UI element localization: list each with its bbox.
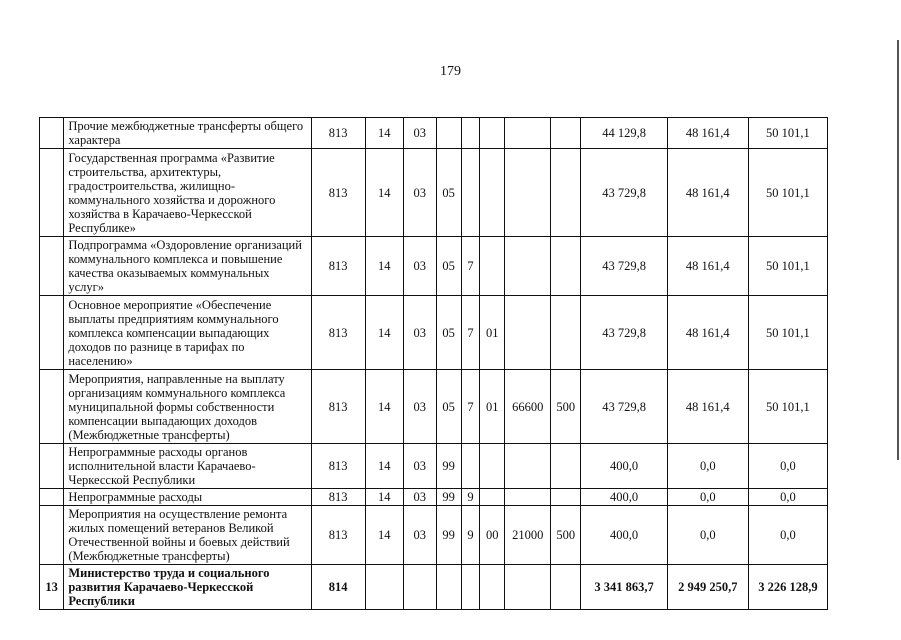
program-code-cell: 05 bbox=[436, 149, 461, 237]
amount-year2-cell: 0,0 bbox=[667, 506, 748, 565]
section-code-cell bbox=[365, 565, 404, 610]
amount-year2-cell: 2 949 250,7 bbox=[667, 565, 748, 610]
amount-year1-cell: 400,0 bbox=[581, 444, 667, 489]
measure-code-cell bbox=[480, 444, 505, 489]
table-row bbox=[40, 296, 828, 370]
amount-year3-cell: 0,0 bbox=[748, 444, 827, 489]
subprogram-code-cell bbox=[461, 565, 479, 610]
measure-code-cell bbox=[480, 118, 505, 149]
amount-year1-cell: 400,0 bbox=[581, 489, 667, 506]
item-name-cell: Непрограммные расходы bbox=[64, 489, 311, 506]
table-row bbox=[40, 237, 828, 296]
amount-year1-cell: 43 729,8 bbox=[581, 149, 667, 237]
expense-type-cell bbox=[551, 237, 581, 296]
row-number-cell bbox=[40, 489, 64, 506]
subsection-code-cell bbox=[404, 565, 436, 610]
section-code-cell: 14 bbox=[365, 149, 404, 237]
amount-year3-cell: 50 101,1 bbox=[748, 149, 827, 237]
section-code-cell: 14 bbox=[365, 296, 404, 370]
section-code-cell: 14 bbox=[365, 370, 404, 444]
program-code-cell: 05 bbox=[436, 237, 461, 296]
ministry-code-cell: 813 bbox=[311, 118, 365, 149]
direction-code-cell: 66600 bbox=[505, 370, 551, 444]
amount-year2-cell: 0,0 bbox=[667, 444, 748, 489]
direction-code-cell bbox=[505, 444, 551, 489]
section-code-cell: 14 bbox=[365, 118, 404, 149]
amount-year3-cell: 50 101,1 bbox=[748, 296, 827, 370]
amount-year1-cell: 43 729,8 bbox=[581, 296, 667, 370]
table-row bbox=[40, 565, 828, 610]
subsection-code-cell: 03 bbox=[404, 149, 436, 237]
direction-code-cell bbox=[505, 489, 551, 506]
amount-year3-cell: 50 101,1 bbox=[748, 370, 827, 444]
direction-code-cell bbox=[505, 149, 551, 237]
measure-code-cell bbox=[480, 237, 505, 296]
expense-type-cell: 500 bbox=[551, 370, 581, 444]
row-number-cell bbox=[40, 506, 64, 565]
item-name-cell: Непрограммные расходы органов исполнительной власти Карачаево-Черкесской Республики bbox=[64, 444, 311, 489]
program-code-cell: 99 bbox=[436, 506, 461, 565]
section-code-cell: 14 bbox=[365, 444, 404, 489]
row-number-cell bbox=[40, 237, 64, 296]
measure-code-cell bbox=[480, 149, 505, 237]
table-body bbox=[40, 118, 828, 610]
amount-year1-cell: 43 729,8 bbox=[581, 237, 667, 296]
item-name-cell: Основное мероприятие «Обеспечение выплаты предприятиям коммунального комплекса компенсации выпадающих доходов по разнице в тарифах по населению» bbox=[64, 296, 311, 370]
direction-code-cell bbox=[505, 118, 551, 149]
measure-code-cell: 01 bbox=[480, 296, 505, 370]
amount-year1-cell: 43 729,8 bbox=[581, 370, 667, 444]
program-code-cell: 99 bbox=[436, 489, 461, 506]
measure-code-cell bbox=[480, 565, 505, 610]
table-row bbox=[40, 489, 828, 506]
row-number-cell: 13 bbox=[40, 565, 64, 610]
subprogram-code-cell bbox=[461, 149, 479, 237]
ministry-code-cell: 813 bbox=[311, 444, 365, 489]
program-code-cell: 99 bbox=[436, 444, 461, 489]
section-code-cell: 14 bbox=[365, 237, 404, 296]
measure-code-cell: 00 bbox=[480, 506, 505, 565]
item-name-cell: Прочие межбюджетные трансферты общего характера bbox=[64, 118, 311, 149]
ministry-code-cell: 813 bbox=[311, 237, 365, 296]
subprogram-code-cell: 7 bbox=[461, 296, 479, 370]
subsection-code-cell: 03 bbox=[404, 118, 436, 149]
subprogram-code-cell: 7 bbox=[461, 237, 479, 296]
expense-type-cell bbox=[551, 444, 581, 489]
program-code-cell bbox=[436, 565, 461, 610]
amount-year1-cell: 400,0 bbox=[581, 506, 667, 565]
amount-year3-cell: 0,0 bbox=[748, 489, 827, 506]
page-number: 179 bbox=[440, 64, 461, 79]
row-number-cell bbox=[40, 370, 64, 444]
budget-table bbox=[39, 117, 828, 610]
program-code-cell bbox=[436, 118, 461, 149]
item-name-cell: Мероприятия на осуществление ремонта жилых помещений ветеранов Великой Отечественной войны и боевых действий (Межбюджетные трансферты) bbox=[64, 506, 311, 565]
row-number-cell bbox=[40, 149, 64, 237]
amount-year2-cell: 48 161,4 bbox=[667, 370, 748, 444]
program-code-cell: 05 bbox=[436, 370, 461, 444]
subsection-code-cell: 03 bbox=[404, 237, 436, 296]
row-number-cell bbox=[40, 118, 64, 149]
item-name-cell: Мероприятия, направленные на выплату организациям коммунального комплекса муниципальной формы собственности компенсации выпадающих доходов (Межбюджетные трансферты) bbox=[64, 370, 311, 444]
subsection-code-cell: 03 bbox=[404, 506, 436, 565]
table-row bbox=[40, 370, 828, 444]
ministry-code-cell: 813 bbox=[311, 506, 365, 565]
table-row bbox=[40, 149, 828, 237]
subprogram-code-cell: 9 bbox=[461, 489, 479, 506]
direction-code-cell: 21000 bbox=[505, 506, 551, 565]
subprogram-code-cell bbox=[461, 444, 479, 489]
amount-year1-cell: 3 341 863,7 bbox=[581, 565, 667, 610]
subprogram-code-cell: 7 bbox=[461, 370, 479, 444]
amount-year1-cell: 44 129,8 bbox=[581, 118, 667, 149]
amount-year2-cell: 48 161,4 bbox=[667, 118, 748, 149]
subsection-code-cell: 03 bbox=[404, 296, 436, 370]
expense-type-cell bbox=[551, 296, 581, 370]
ministry-code-cell: 813 bbox=[311, 370, 365, 444]
item-name-cell: Министерство труда и социального развития Карачаево-Черкесской Республики bbox=[64, 565, 311, 610]
ministry-code-cell: 814 bbox=[311, 565, 365, 610]
table-row bbox=[40, 444, 828, 489]
measure-code-cell bbox=[480, 489, 505, 506]
amount-year3-cell: 0,0 bbox=[748, 506, 827, 565]
ministry-code-cell: 813 bbox=[311, 296, 365, 370]
section-code-cell: 14 bbox=[365, 506, 404, 565]
expense-type-cell bbox=[551, 489, 581, 506]
amount-year2-cell: 0,0 bbox=[667, 489, 748, 506]
amount-year3-cell: 50 101,1 bbox=[748, 118, 827, 149]
expense-type-cell bbox=[551, 118, 581, 149]
amount-year2-cell: 48 161,4 bbox=[667, 149, 748, 237]
scan-edge-line bbox=[897, 40, 899, 460]
measure-code-cell: 01 bbox=[480, 370, 505, 444]
amount-year2-cell: 48 161,4 bbox=[667, 296, 748, 370]
table-row bbox=[40, 118, 828, 149]
item-name-cell: Подпрограмма «Оздоровление организаций коммунального комплекса и повышение качества оказываемых коммунальных услуг» bbox=[64, 237, 311, 296]
expense-type-cell bbox=[551, 565, 581, 610]
table-row bbox=[40, 506, 828, 565]
subsection-code-cell: 03 bbox=[404, 489, 436, 506]
row-number-cell bbox=[40, 444, 64, 489]
direction-code-cell bbox=[505, 565, 551, 610]
ministry-code-cell: 813 bbox=[311, 149, 365, 237]
ministry-code-cell: 813 bbox=[311, 489, 365, 506]
program-code-cell: 05 bbox=[436, 296, 461, 370]
subsection-code-cell: 03 bbox=[404, 370, 436, 444]
subsection-code-cell: 03 bbox=[404, 444, 436, 489]
direction-code-cell bbox=[505, 296, 551, 370]
section-code-cell: 14 bbox=[365, 489, 404, 506]
amount-year2-cell: 48 161,4 bbox=[667, 237, 748, 296]
item-name-cell: Государственная программа «Развитие строительства, архитектуры, градостроительства, жилищно-коммунального хозяйства и дорожного хозяйства в Карачаево-Черкесской Республике» bbox=[64, 149, 311, 237]
expense-type-cell: 500 bbox=[551, 506, 581, 565]
direction-code-cell bbox=[505, 237, 551, 296]
amount-year3-cell: 3 226 128,9 bbox=[748, 565, 827, 610]
subprogram-code-cell bbox=[461, 118, 479, 149]
row-number-cell bbox=[40, 296, 64, 370]
amount-year3-cell: 50 101,1 bbox=[748, 237, 827, 296]
expense-type-cell bbox=[551, 149, 581, 237]
subprogram-code-cell: 9 bbox=[461, 506, 479, 565]
